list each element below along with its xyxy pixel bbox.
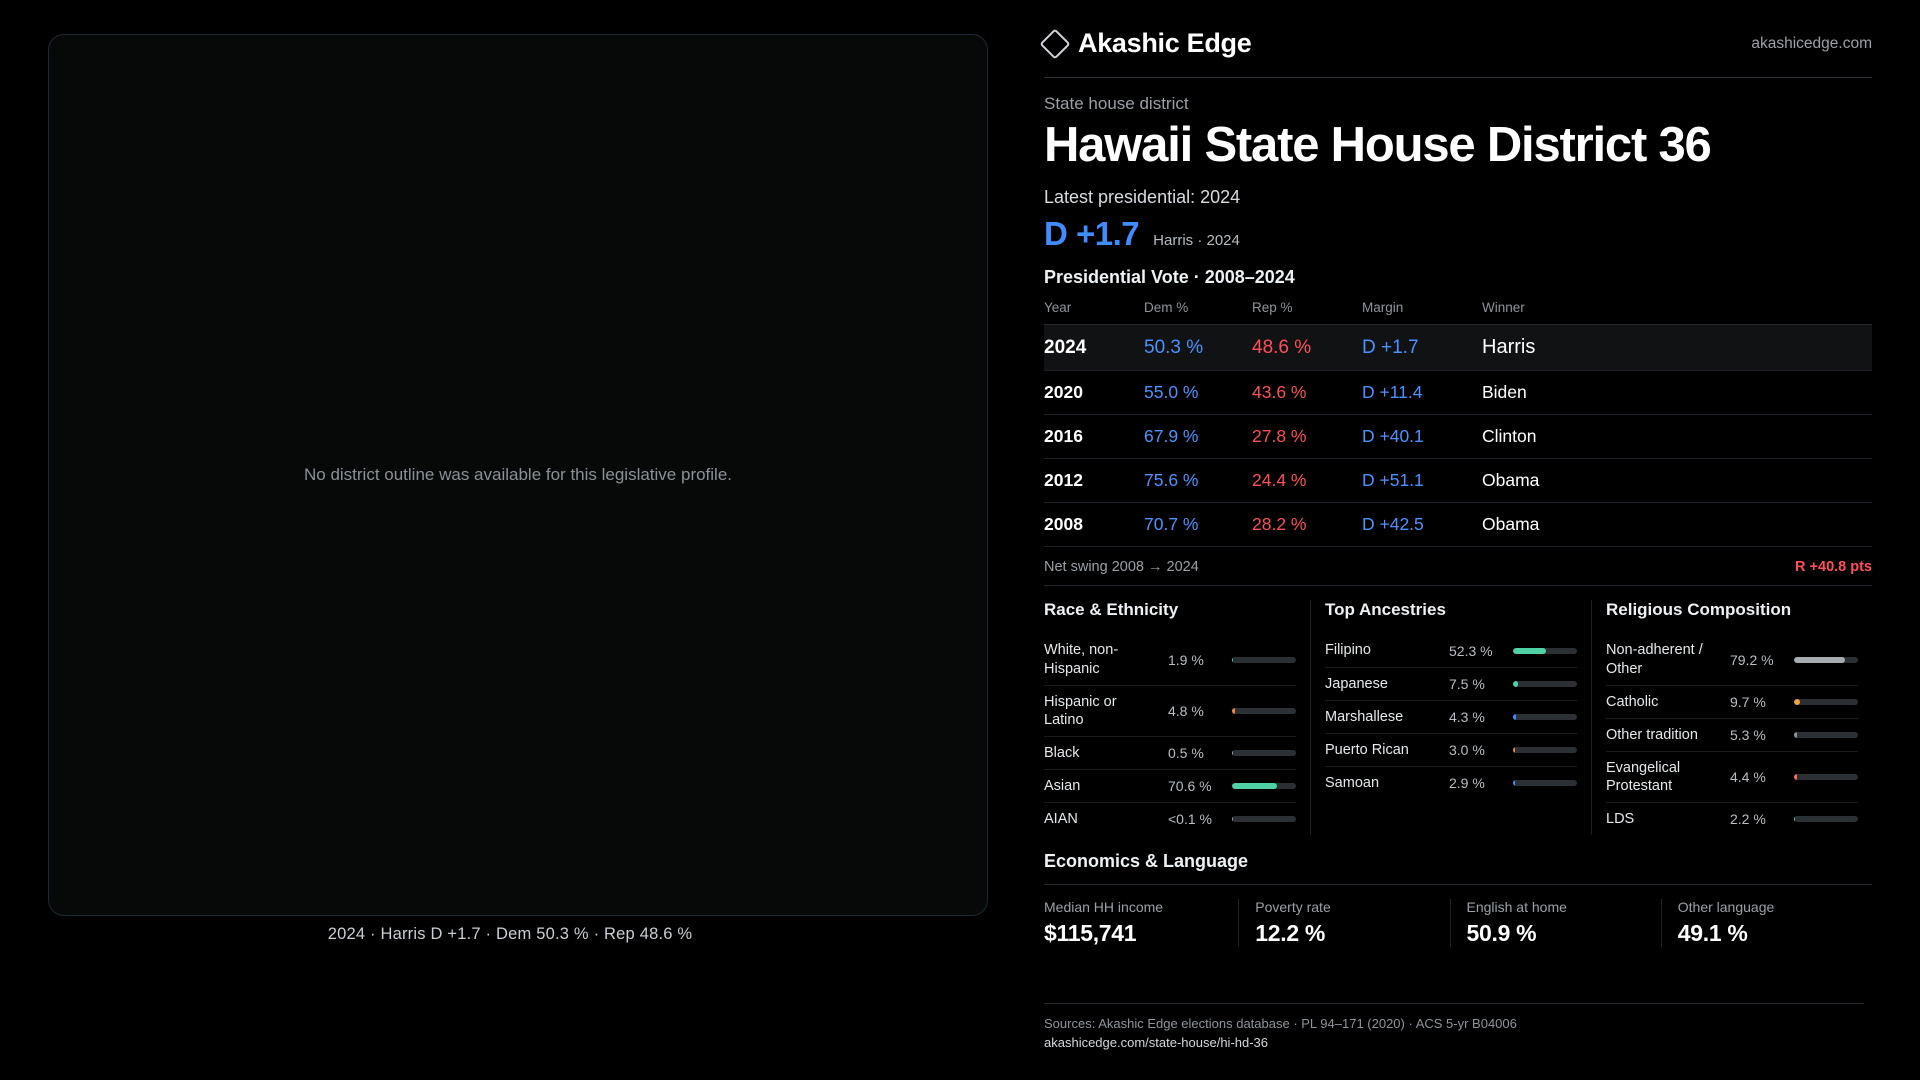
religion-column — [1591, 600, 1872, 835]
race-bar-fill — [1232, 750, 1233, 756]
cell-winner: Harris — [1482, 325, 1872, 371]
list-item — [1044, 737, 1296, 770]
race-value: 0.5 % — [1168, 745, 1204, 761]
brand-left — [1044, 28, 1251, 59]
list-item — [1606, 686, 1858, 719]
race-value: 1.9 % — [1168, 651, 1204, 668]
list-item — [1606, 752, 1858, 803]
religion-value: 9.7 % — [1730, 693, 1766, 710]
cell-dem: 50.3 % — [1144, 325, 1252, 371]
page-title: Hawaii State House District 36 — [1044, 118, 1711, 172]
list-item — [1325, 668, 1577, 701]
econ-value: $115,741 — [1044, 920, 1137, 947]
cell-winner: Clinton — [1482, 415, 1872, 459]
religion-bar — [1794, 699, 1858, 705]
list-item — [1606, 803, 1858, 835]
cell-winner: Obama — [1482, 459, 1872, 503]
sources-url[interactable]: akashicedge.com/state-house/hi-hd-36 — [1044, 1035, 1269, 1050]
econ-label: Other language — [1677, 899, 1775, 916]
race-ethnicity-title: Race & Ethnicity — [1044, 600, 1179, 620]
cell-year: 2020 — [1044, 371, 1144, 415]
table-header-row — [1044, 300, 1872, 325]
religion-value: 79.2 % — [1730, 651, 1774, 668]
presidential-heading: Presidential Vote · 2008–2024 — [1044, 267, 1295, 288]
list-item — [1044, 770, 1296, 803]
religion-value: 2.2 % — [1730, 811, 1766, 828]
ancestry-bar-fill — [1513, 747, 1515, 753]
col-dem: Dem % — [1144, 300, 1189, 316]
table-row — [1044, 503, 1872, 547]
ancestry-value: 4.3 % — [1449, 708, 1485, 725]
list-item — [1325, 701, 1577, 734]
map-caption: 2024 · Harris D +1.7 · Dem 50.3 % · Rep 48.6 % — [327, 925, 693, 943]
net-swing-label: Net swing 2008 → 2024 — [1044, 559, 1199, 576]
table-row — [1044, 459, 1872, 503]
race-bar — [1232, 783, 1296, 789]
race-label: AIAN — [1044, 811, 1078, 828]
list-item — [1325, 734, 1577, 767]
col-rep: Rep % — [1252, 300, 1293, 316]
presidential-vote-table — [1044, 300, 1872, 547]
religion-value: 5.3 % — [1730, 726, 1766, 743]
sources-line: Sources: Akashic Edge elections database · PL 94–171 (2020) · ACS 5-yr B04006 — [1044, 1016, 1517, 1031]
ancestry-label: Marshallese — [1325, 708, 1404, 725]
race-bar — [1232, 708, 1296, 714]
cell-margin: D +42.5 — [1362, 503, 1482, 547]
ancestry-bar-fill — [1513, 681, 1518, 687]
religion-title: Religious Composition — [1606, 600, 1792, 620]
list-item — [1325, 634, 1577, 667]
cell-year: 2024 — [1044, 325, 1144, 371]
religion-bar-fill — [1794, 774, 1797, 780]
religion-value: 4.4 % — [1730, 769, 1766, 786]
ancestry-value: 2.9 % — [1449, 775, 1485, 791]
race-value: 4.8 % — [1168, 702, 1204, 719]
brand-name: Akashic Edge — [1078, 28, 1252, 58]
cell-margin: D +40.1 — [1362, 415, 1482, 459]
econ-label: Median HH income — [1044, 899, 1164, 916]
ancestry-bar — [1513, 648, 1577, 654]
ancestry-column — [1310, 600, 1591, 835]
col-year: Year — [1044, 300, 1072, 316]
list-item — [1606, 719, 1858, 752]
cell-rep: 43.6 % — [1252, 371, 1362, 415]
religion-bar-fill — [1794, 816, 1795, 822]
headline-margin-sub: Harris · 2024 — [1153, 232, 1240, 250]
race-bar-fill — [1232, 816, 1233, 822]
cell-margin: D +11.4 — [1362, 371, 1482, 415]
cell-winner: Biden — [1482, 371, 1872, 415]
demographics-section — [1044, 585, 1872, 835]
headline-margin — [1044, 215, 1872, 253]
race-bar — [1232, 816, 1296, 822]
ancestry-bar — [1513, 780, 1577, 786]
ancestry-title: Top Ancestries — [1325, 600, 1446, 620]
table-row — [1044, 325, 1872, 371]
ancestry-label: Japanese — [1325, 675, 1388, 692]
religion-label: Evangelical Protestant — [1606, 759, 1681, 795]
religion-bar-fill — [1794, 657, 1845, 663]
econ-value: 12.2 % — [1255, 920, 1326, 947]
col-margin: Margin — [1362, 300, 1404, 316]
race-value: 70.6 % — [1168, 778, 1212, 795]
ancestry-bar — [1513, 714, 1577, 720]
race-bar-fill — [1232, 783, 1277, 789]
cell-rep: 48.6 % — [1252, 325, 1362, 371]
religion-bar-fill — [1794, 732, 1797, 738]
ancestry-bar-fill — [1513, 648, 1546, 654]
race-label: Asian — [1044, 778, 1081, 795]
religion-label: Non-adherent / Other — [1606, 642, 1703, 677]
cell-year: 2016 — [1044, 415, 1144, 459]
race-label: Black — [1044, 744, 1080, 761]
religion-bar — [1794, 732, 1858, 738]
religion-bar — [1794, 774, 1858, 780]
race-bar — [1232, 657, 1296, 663]
map-empty-message: No district outline was available for this legislative profile. — [303, 465, 733, 484]
list-item — [1044, 686, 1296, 737]
cell-rep: 27.8 % — [1252, 415, 1362, 459]
brand-url: akashicedge.com — [1751, 34, 1872, 52]
econ-label: Poverty rate — [1255, 899, 1331, 916]
econ-cell — [1450, 899, 1661, 947]
list-item — [1044, 634, 1296, 685]
cell-winner: Obama — [1482, 503, 1872, 547]
ancestry-value: 52.3 % — [1449, 642, 1493, 659]
race-bar-fill — [1232, 657, 1233, 663]
econ-cell — [1238, 899, 1449, 947]
ancestry-bar — [1513, 681, 1577, 687]
net-swing-row — [1044, 559, 1872, 585]
headline-margin-value: D +1.7 — [1044, 215, 1140, 253]
ancestry-label: Filipino — [1325, 642, 1371, 659]
cell-year: 2012 — [1044, 459, 1144, 503]
cell-dem: 55.0 % — [1144, 371, 1252, 415]
diamond-icon — [1039, 28, 1070, 59]
cell-year: 2008 — [1044, 503, 1144, 547]
col-winner: Winner — [1482, 300, 1525, 316]
ancestry-bar-fill — [1513, 780, 1515, 786]
ancestry-bar — [1513, 747, 1577, 753]
table-row — [1044, 415, 1872, 459]
cell-dem: 70.7 % — [1144, 503, 1252, 547]
religion-label: LDS — [1606, 811, 1635, 828]
brand-header — [1044, 28, 1872, 78]
list-item — [1044, 803, 1296, 835]
econ-value: 50.9 % — [1466, 920, 1537, 947]
list-item — [1606, 634, 1858, 685]
district-map-frame[interactable] — [48, 34, 988, 916]
religion-label: Other tradition — [1606, 726, 1698, 743]
econ-label: English at home — [1466, 899, 1567, 916]
race-label: White, non-Hispanic — [1044, 642, 1119, 677]
religion-bar — [1794, 657, 1858, 663]
cell-margin: D +1.7 — [1362, 325, 1482, 371]
sources-footer — [1044, 1003, 1864, 1050]
table-row — [1044, 371, 1872, 415]
econ-cell — [1044, 899, 1238, 947]
ancestry-value: 3.0 % — [1449, 741, 1485, 758]
cell-dem: 75.6 % — [1144, 459, 1252, 503]
list-item — [1325, 767, 1577, 799]
ancestry-label: Samoan — [1325, 774, 1380, 791]
ancestry-bar-fill — [1513, 714, 1516, 720]
race-label: Hispanic or Latino — [1044, 693, 1117, 728]
page-eyebrow: State house district — [1044, 94, 1189, 113]
ancestry-value: 7.5 % — [1449, 675, 1485, 692]
econ-value: 49.1 % — [1677, 920, 1748, 947]
race-bar — [1232, 750, 1296, 756]
economics-title: Economics & Language — [1044, 851, 1249, 872]
cell-margin: D +51.1 — [1362, 459, 1482, 503]
race-ethnicity-column — [1044, 600, 1310, 835]
religion-bar-fill — [1794, 699, 1800, 705]
cell-rep: 24.4 % — [1252, 459, 1362, 503]
net-swing-value: R +40.8 pts — [1795, 559, 1872, 576]
economics-section — [1044, 884, 1872, 947]
cell-rep: 28.2 % — [1252, 503, 1362, 547]
religion-label: Catholic — [1606, 693, 1659, 710]
ancestry-label: Puerto Rican — [1325, 741, 1409, 758]
econ-cell — [1661, 899, 1872, 947]
latest-presidential-label: Latest presidential: 2024 — [1044, 187, 1241, 208]
cell-dem: 67.9 % — [1144, 415, 1252, 459]
info-panel — [1020, 0, 1920, 1080]
race-bar-fill — [1232, 708, 1235, 714]
religion-bar — [1794, 816, 1858, 822]
race-value: <0.1 % — [1168, 811, 1212, 828]
